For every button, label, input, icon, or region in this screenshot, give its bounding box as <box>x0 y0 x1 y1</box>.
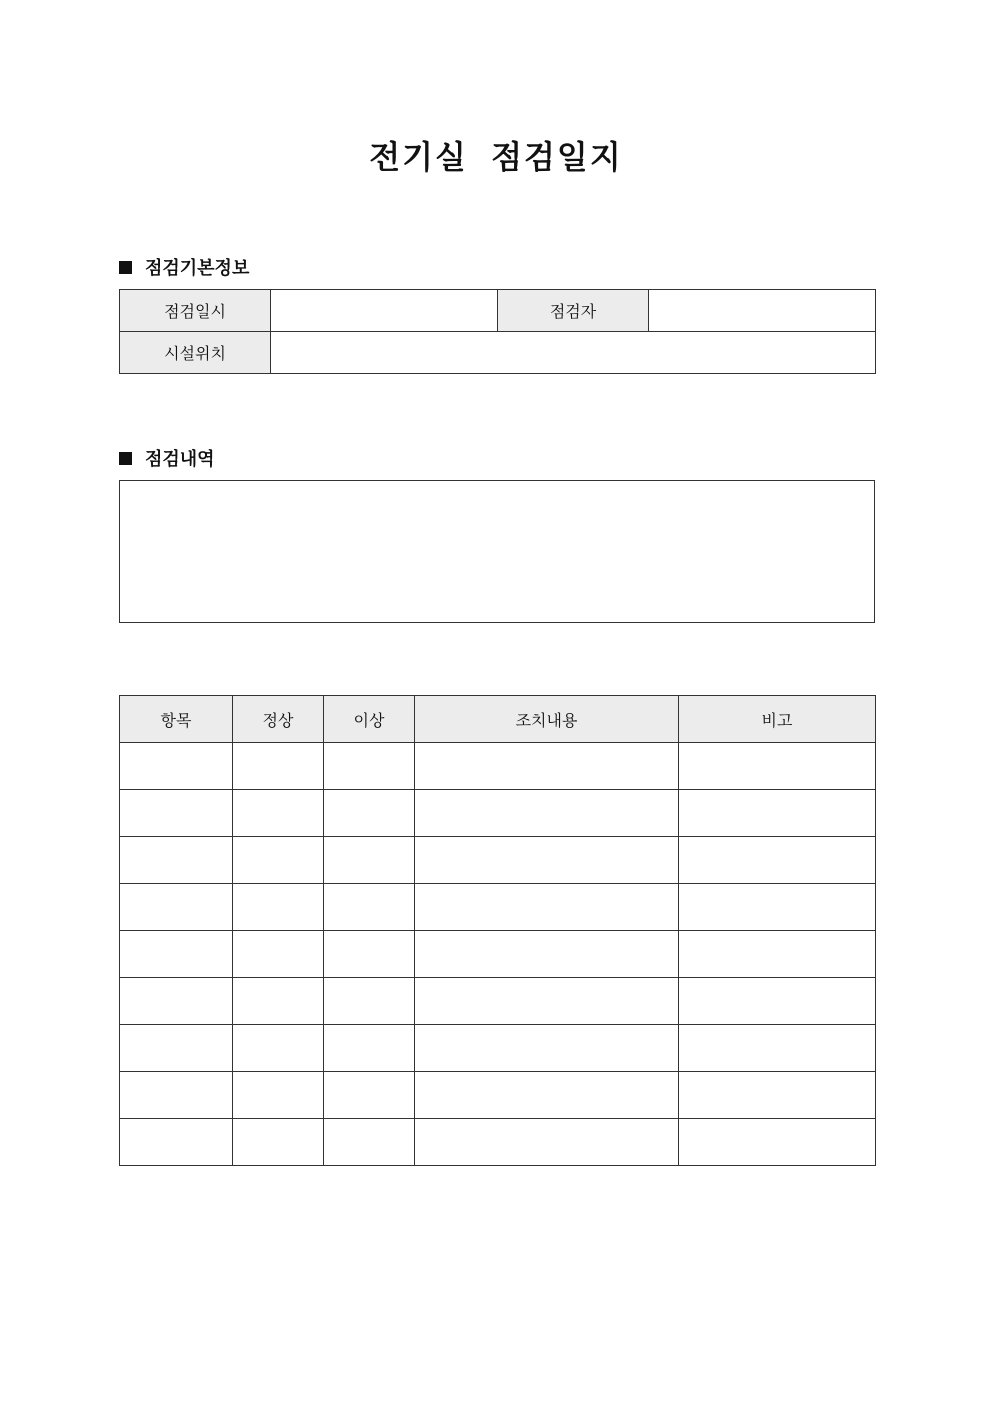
abnormal-cell[interactable] <box>324 1119 415 1166</box>
item-cell[interactable] <box>120 837 233 884</box>
location-field[interactable] <box>271 332 876 374</box>
basic-info-heading <box>119 254 249 280</box>
table-row <box>120 837 876 884</box>
abnormal-cell[interactable] <box>324 884 415 931</box>
abnormal-cell[interactable] <box>324 931 415 978</box>
abnormal-cell[interactable] <box>324 978 415 1025</box>
date-label: 점검일시 <box>120 290 271 332</box>
action-cell[interactable] <box>415 1025 679 1072</box>
remarks-cell[interactable] <box>679 1072 876 1119</box>
remarks-cell[interactable] <box>679 1025 876 1072</box>
normal-cell[interactable] <box>233 931 324 978</box>
action-cell[interactable] <box>415 978 679 1025</box>
abnormal-cell[interactable] <box>324 1072 415 1119</box>
normal-cell[interactable] <box>233 978 324 1025</box>
normal-cell[interactable] <box>233 1072 324 1119</box>
inspector-label: 점검자 <box>498 290 649 332</box>
basic-info-heading-text: 점검기본정보 <box>145 258 250 279</box>
abnormal-cell[interactable] <box>324 790 415 837</box>
remarks-cell[interactable] <box>679 790 876 837</box>
table-row <box>120 1025 876 1072</box>
item-cell[interactable] <box>120 884 233 931</box>
table-row <box>120 743 876 790</box>
column-header-normal: 정상 <box>233 696 324 743</box>
normal-cell[interactable] <box>233 1025 324 1072</box>
details-heading-text: 점검내역 <box>145 449 215 470</box>
details-heading <box>119 445 215 471</box>
remarks-cell[interactable] <box>679 743 876 790</box>
table-row <box>120 790 876 837</box>
remarks-cell[interactable] <box>679 931 876 978</box>
item-cell[interactable] <box>120 978 233 1025</box>
action-cell[interactable] <box>415 1119 679 1166</box>
action-cell[interactable] <box>415 931 679 978</box>
column-header-item: 항목 <box>120 696 233 743</box>
item-cell[interactable] <box>120 931 233 978</box>
inspector-field[interactable] <box>649 290 876 332</box>
action-cell[interactable] <box>415 790 679 837</box>
abnormal-cell[interactable] <box>324 837 415 884</box>
table-row <box>120 1119 876 1166</box>
column-header-action: 조치내용 <box>415 696 679 743</box>
details-content-box[interactable] <box>119 480 875 623</box>
date-field[interactable] <box>271 290 498 332</box>
table-row <box>120 978 876 1025</box>
normal-cell[interactable] <box>233 1119 324 1166</box>
table-row <box>120 931 876 978</box>
table-row <box>120 1072 876 1119</box>
remarks-cell[interactable] <box>679 884 876 931</box>
action-cell[interactable] <box>415 743 679 790</box>
document-title: 전기실 점검일지 <box>369 138 623 176</box>
abnormal-cell[interactable] <box>324 743 415 790</box>
square-bullet-icon <box>119 261 132 274</box>
items-table <box>119 695 876 1166</box>
item-cell[interactable] <box>120 743 233 790</box>
column-header-abnormal: 이상 <box>324 696 415 743</box>
table-row <box>120 884 876 931</box>
column-header-remarks: 비고 <box>679 696 876 743</box>
remarks-cell[interactable] <box>679 1119 876 1166</box>
item-cell[interactable] <box>120 1025 233 1072</box>
normal-cell[interactable] <box>233 884 324 931</box>
abnormal-cell[interactable] <box>324 1025 415 1072</box>
item-cell[interactable] <box>120 1119 233 1166</box>
action-cell[interactable] <box>415 837 679 884</box>
basic-info-table <box>119 289 876 374</box>
square-bullet-icon <box>119 452 132 465</box>
normal-cell[interactable] <box>233 837 324 884</box>
action-cell[interactable] <box>415 884 679 931</box>
remarks-cell[interactable] <box>679 978 876 1025</box>
remarks-cell[interactable] <box>679 837 876 884</box>
item-cell[interactable] <box>120 790 233 837</box>
normal-cell[interactable] <box>233 743 324 790</box>
location-label: 시설위치 <box>120 332 271 374</box>
action-cell[interactable] <box>415 1072 679 1119</box>
item-cell[interactable] <box>120 1072 233 1119</box>
normal-cell[interactable] <box>233 790 324 837</box>
